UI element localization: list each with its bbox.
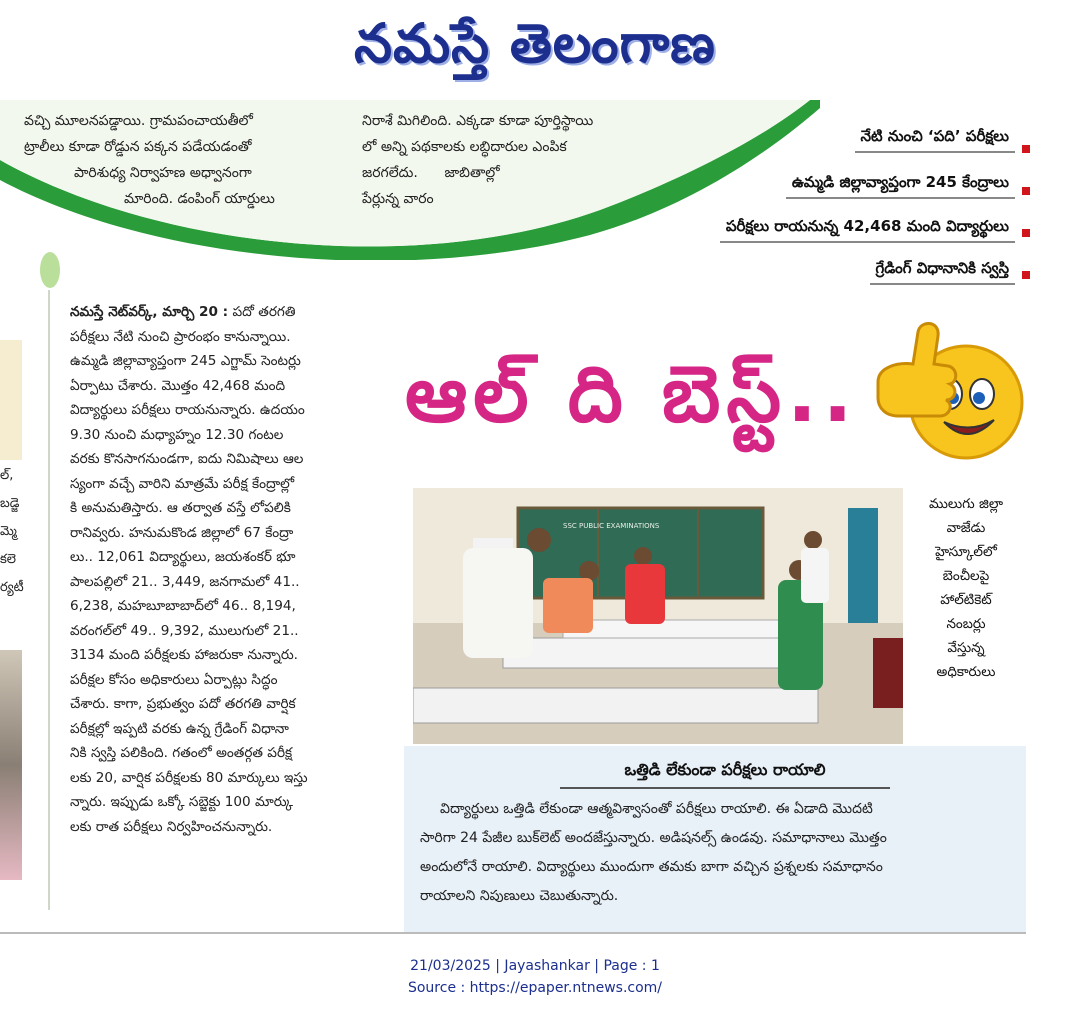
article-line: పరీక్షలు నేటి నుంచి ప్రారంభం కానున్నాయి. xyxy=(70,328,291,345)
article-line: కి అనుమతిస్తారు. ఆ తర్వాత వస్తే లోపలికి xyxy=(70,500,291,516)
sub-article-title: ఒత్తిడి లేకుండా పరీక్షలు రాయాలి xyxy=(560,760,890,789)
thumbs-up-smiley-icon xyxy=(858,312,1028,472)
article-line: న్నారు. ఇప్పుడు ఒక్కో సబ్జెక్టు 100 మార్కు xyxy=(70,794,293,810)
article-line: విద్యార్థులు పరీక్షలు రాయనున్నారు. ఉదయం xyxy=(70,402,305,418)
divider-ornament xyxy=(40,252,60,288)
sub-article-line: అందులోనే రాయాలి. విద్యార్థులు ముందుగా తమకు బాగా వచ్చిన ప్రశ్నలకు సమాధానం xyxy=(420,859,883,875)
page-footer xyxy=(0,955,1070,999)
top-snippet-left xyxy=(24,108,344,212)
snippet-line: పేర్లున్న వారం xyxy=(362,191,434,207)
highlight-item: నేటి నుంచి ‘పది’ పరీక్షలు xyxy=(855,125,1015,153)
article-line: వరంగల్‌లో 49.. 9,392, ములుగులో 21.. xyxy=(70,622,299,639)
article-line xyxy=(70,300,392,325)
caption-line: హైస్కూల్‌లో xyxy=(935,544,997,560)
article-line: లకు 20, వార్షిక పరీక్షలకు 80 మార్కులు ఇస్తు xyxy=(70,769,308,786)
article-line: చేశారు. కాగా, ప్రభుత్వం పదో తరగతి వార్షిక xyxy=(70,696,296,712)
snippet-line: మారింది. డంపింగ్ యార్డులు xyxy=(124,191,275,207)
caption-line: హాల్‌టికెట్ xyxy=(940,592,992,608)
article-line-first: పదో తరగతి xyxy=(232,304,296,320)
left-crop-box xyxy=(0,340,22,460)
sub-article-body xyxy=(420,795,1016,911)
bullet-icon xyxy=(1022,145,1030,153)
headline: ఆల్ ది బెస్ట్.. xyxy=(405,350,859,440)
sub-article-line: విద్యార్థులు ఒత్తిడి లేకుండా ఆత్మవిశ్వాసంతో పరీక్షలు రాయాలి. ఈ ఏడాది మొదటి xyxy=(440,801,873,817)
bullet-icon xyxy=(1022,229,1030,237)
snippet-line: నిరాశే మిగిలింది. ఎక్కడా కూడా పూర్తిస్థాయి xyxy=(362,113,594,129)
caption-line: నంబర్లు xyxy=(946,616,986,632)
main-article xyxy=(70,300,392,839)
article-line: రానివ్వరు. హనుమకొండ జిల్లాలో 67 కేంద్రా xyxy=(70,524,294,541)
left-crop-line: బడ్జె xyxy=(0,496,20,511)
article-line: పరీక్షల కోసం అధికారులు ఏర్పాట్లు సిద్ధం xyxy=(70,671,278,688)
masthead xyxy=(0,0,1070,100)
article-line: లకు రాత పరీక్షలు నిర్వహించనున్నారు. xyxy=(70,818,273,835)
left-crop-line: కలె xyxy=(0,552,17,567)
article-line: 3134 మంది పరీక్షలకు హాజరుకా నున్నారు. xyxy=(70,647,298,663)
masthead-title: నమస్తే తెలంగాణ xyxy=(354,11,716,75)
left-crop-line: ర్యటీ xyxy=(0,580,24,595)
article-line: పాలపల్లిలో 21.. 3,449, జనగామలో 41.. xyxy=(70,573,300,590)
left-crop-line: ల్, xyxy=(0,468,14,483)
caption-line: ములుగు జిల్లా xyxy=(928,496,1004,512)
highlight-item: ఉమ్మడి జిల్లావ్యాప్తంగా 245 కేంద్రాలు xyxy=(786,171,1015,199)
article-line: నికి స్వస్తి పలికింది. గతంలో అంతర్గత పరీక్ష xyxy=(70,745,293,761)
footer-source-line: Source : https://epaper.ntnews.com/ xyxy=(407,980,663,996)
article-line: 6,238, మహబూబాబాద్‌లో 46.. 8,194, xyxy=(70,598,296,614)
snippet-line: వచ్చి మూలనపడ్డాయి. గ్రామపంచాయతీలో xyxy=(24,113,253,129)
article-lead: నమస్తే నెట్‌వర్క్, మార్చి 20 : xyxy=(70,304,229,320)
sub-article-line: రాయాలని నిపుణులు చెబుతున్నారు. xyxy=(420,888,619,904)
highlights-list xyxy=(600,125,1070,295)
snippet-line: పారిశుధ్య నిర్వాహణ అధ్వానంగా xyxy=(74,165,252,181)
bullet-icon xyxy=(1022,187,1030,195)
column-divider xyxy=(48,290,50,910)
caption-line: అధికారులు xyxy=(936,664,996,680)
highlight-item: పరీక్షలు రాయనున్న 42,468 మంది విద్యార్థులు xyxy=(720,215,1015,243)
article-line: ఉమ్మడి జిల్లావ్యాప్తంగా 245 ఎగ్జామ్ సెంటర్లు xyxy=(70,353,301,369)
article-line: 9.30 నుంచి మధ్యాహ్నం 12.30 గంటల xyxy=(70,426,284,443)
left-crop-line: మ్మె xyxy=(0,524,17,539)
left-crop-photo xyxy=(0,650,22,880)
caption-line: వేస్తున్న xyxy=(947,640,985,656)
article-line: స్యంగా వచ్చే వారిని మాత్రమే పరీక్ష కేంద్రాల్లో xyxy=(70,475,295,492)
snippet-line: ట్రాలీలు కూడా రోడ్డున పక్కన పడేయడంతో xyxy=(24,139,252,155)
article-line: ఏర్పాటు చేశారు. మొత్తం 42,468 మంది xyxy=(70,377,286,394)
sub-article-line: సారిగా 24 పేజీల బుక్‌లెట్ అందజేస్తున్నారు. అడిషనల్స్ ఉండవు. సమాధానాలు మొత్తం xyxy=(420,830,887,846)
snippet-line: జరగలేదు. జాబితాల్లో xyxy=(362,165,500,181)
caption-line: వాజేడు xyxy=(946,520,986,536)
photo-caption xyxy=(906,492,1026,684)
exam-hall-photo xyxy=(413,488,903,744)
board-text: SSC PUBLIC EXAMINATIONS xyxy=(563,522,660,530)
article-line: పరీక్షల్లో ఇప్పటి వరకు ఉన్న గ్రేడింగ్ విధానా xyxy=(70,720,289,737)
article-line: లు.. 12,061 విద్యార్థులు, జయశంకర్ భూ xyxy=(70,549,296,565)
caption-line: బెంచీలపై xyxy=(942,568,990,584)
highlight-item: గ్రేడింగ్ విధానానికి స్వస్తి xyxy=(870,257,1015,285)
bottom-rule xyxy=(0,932,1026,934)
bullet-icon xyxy=(1022,271,1030,279)
footer-edition-line: 21/03/2025 | Jayashankar | Page : 1 xyxy=(410,958,660,974)
article-line: వరకు కొనసాగనుండగా, ఐదు నిమిషాలు ఆల xyxy=(70,451,304,467)
left-cropped-column xyxy=(0,340,24,880)
snippet-line: లో అన్ని పథకాలకు లబ్ధిదారుల ఎంపిక xyxy=(362,139,567,155)
